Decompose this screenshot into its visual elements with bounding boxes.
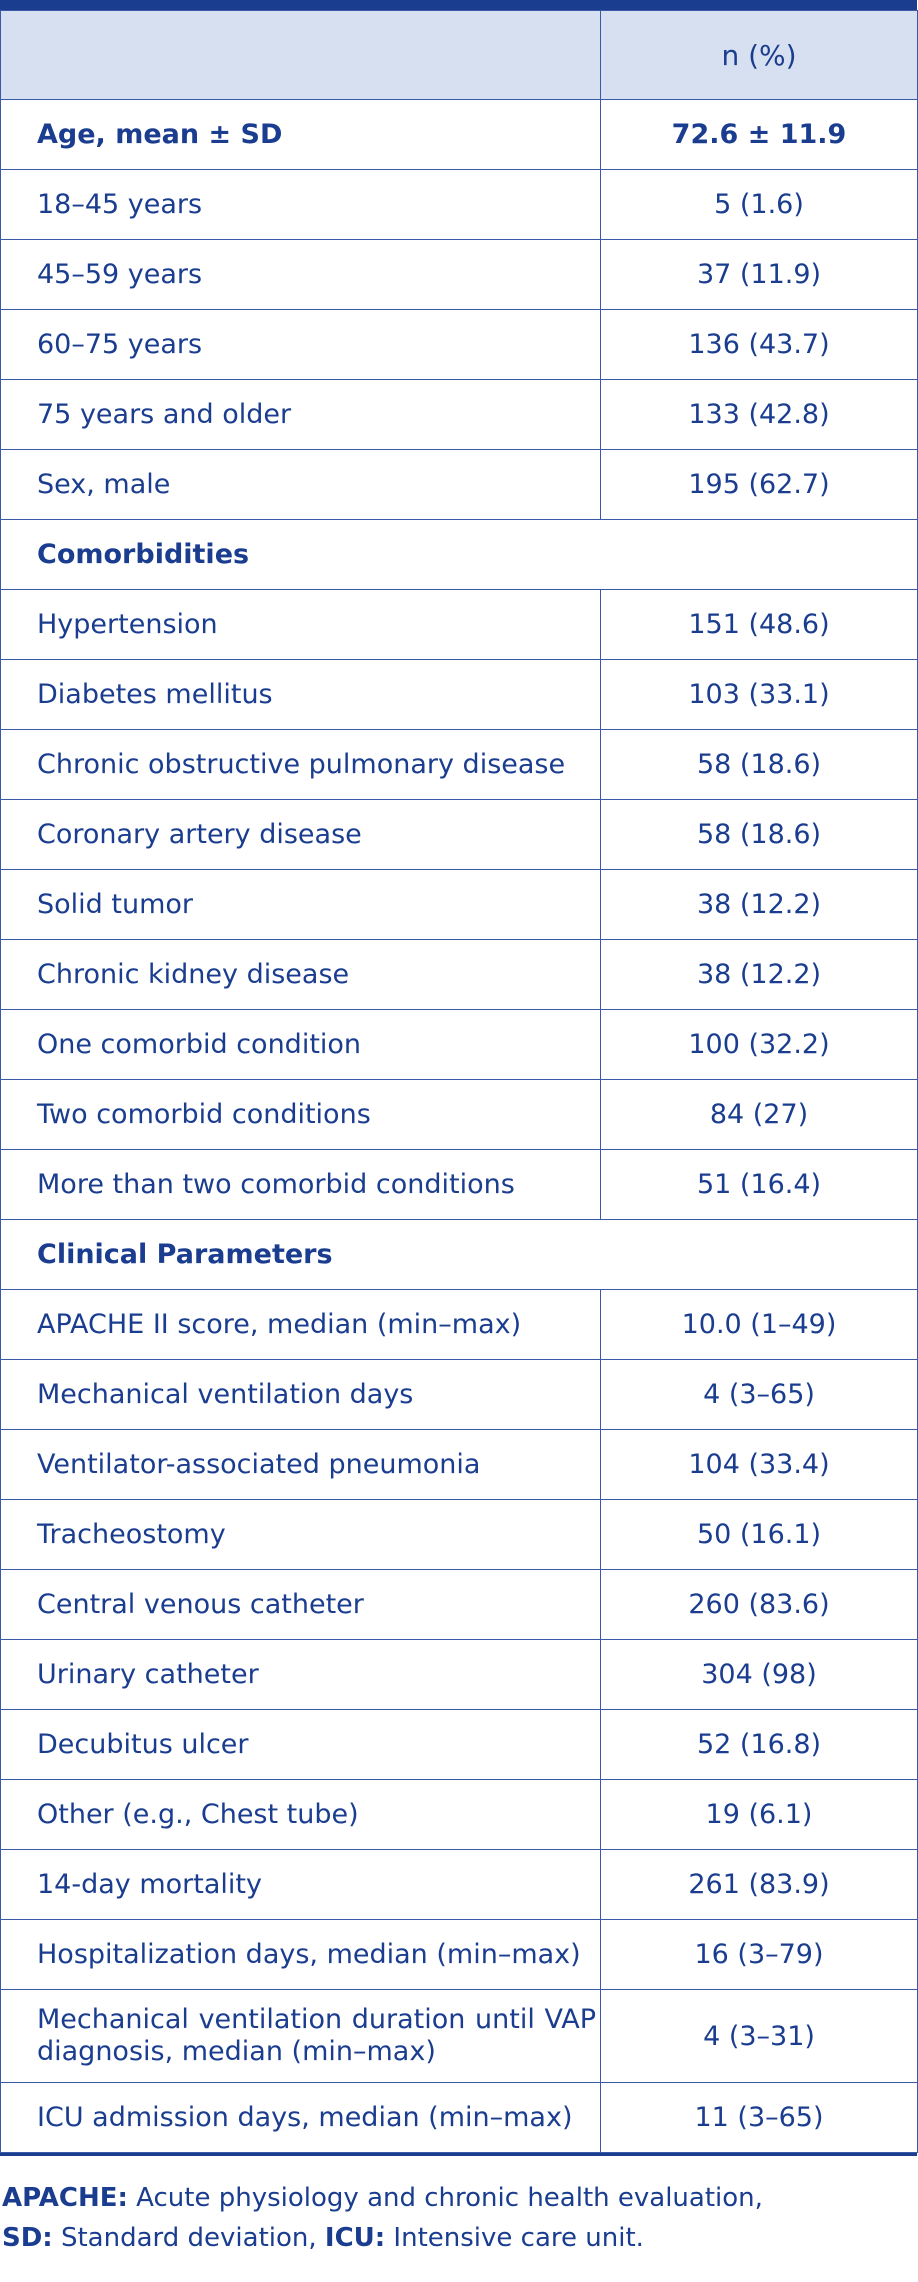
footnote-text: Intensive care unit. (385, 2223, 644, 2253)
row-label: 18–45 years (1, 170, 601, 240)
row-label: Chronic kidney disease (1, 940, 601, 1010)
table-row (1, 100, 918, 170)
table-row (1, 800, 918, 870)
table-row (1, 450, 918, 520)
row-value: 37 (11.9) (601, 240, 918, 310)
row-value: 58 (18.6) (601, 730, 918, 800)
footnote-text: Acute physiology and chronic health evaluation, (127, 2183, 763, 2213)
row-label: Sex, male (1, 450, 601, 520)
table-row (1, 1150, 918, 1220)
row-label: Tracheostomy (1, 1500, 601, 1570)
header-n-percent: n (%) (601, 11, 918, 100)
table-row (1, 1080, 918, 1150)
row-value: 38 (12.2) (601, 870, 918, 940)
table-row (1, 730, 918, 800)
row-label: Hypertension (1, 590, 601, 660)
table-row (1, 590, 918, 660)
table-row (1, 1500, 918, 1570)
footnote-abbr: ICU: (324, 2223, 386, 2253)
row-value: 136 (43.7) (601, 310, 918, 380)
row-label: Solid tumor (1, 870, 601, 940)
footnote-abbr: SD: (2, 2223, 53, 2253)
row-label: 60–75 years (1, 310, 601, 380)
row-label: Decubitus ulcer (1, 1710, 601, 1780)
row-label: Mechanical ventilation duration until VAP diagnosis, median (min–max) (1, 1990, 601, 2083)
table-row (1, 310, 918, 380)
table-row (1, 1710, 918, 1780)
table-row (1, 940, 918, 1010)
row-label: Urinary catheter (1, 1640, 601, 1710)
footnote-line-2 (2, 2218, 918, 2258)
row-label: Hospitalization days, median (min–max) (1, 1920, 601, 1990)
table-row (1, 1780, 918, 1850)
table-row (1, 1430, 918, 1500)
footnote-line-1 (2, 2178, 918, 2218)
table-row (1, 1850, 918, 1920)
row-value: 103 (33.1) (601, 660, 918, 730)
row-value: 38 (12.2) (601, 940, 918, 1010)
table-body (1, 100, 918, 2153)
row-value: 51 (16.4) (601, 1150, 918, 1220)
row-label: 45–59 years (1, 240, 601, 310)
row-value: 19 (6.1) (601, 1780, 918, 1850)
row-value: 52 (16.8) (601, 1710, 918, 1780)
section-header-row (1, 520, 918, 590)
header-label-cell (1, 11, 601, 100)
table-row (1, 240, 918, 310)
row-label: Age, mean ± SD (1, 100, 601, 170)
row-value: 84 (27) (601, 1080, 918, 1150)
row-value: 50 (16.1) (601, 1500, 918, 1570)
row-value: 304 (98) (601, 1640, 918, 1710)
table-row (1, 1990, 918, 2083)
row-value: 100 (32.2) (601, 1010, 918, 1080)
table-row (1, 870, 918, 940)
row-label: Mechanical ventilation days (1, 1360, 601, 1430)
row-value: 151 (48.6) (601, 590, 918, 660)
row-value: 260 (83.6) (601, 1570, 918, 1640)
row-label: More than two comorbid conditions (1, 1150, 601, 1220)
row-label: 75 years and older (1, 380, 601, 450)
row-label: Other (e.g., Chest tube) (1, 1780, 601, 1850)
table-row (1, 1570, 918, 1640)
row-label: Diabetes mellitus (1, 660, 601, 730)
row-label: APACHE II score, median (min–max) (1, 1290, 601, 1360)
row-value: 58 (18.6) (601, 800, 918, 870)
section-title: Comorbidities (1, 520, 918, 590)
table-header-row (1, 11, 918, 100)
data-table (0, 10, 918, 2153)
row-label: Ventilator-associated pneumonia (1, 1430, 601, 1500)
footnote-abbr: APACHE: (2, 2183, 128, 2213)
row-label: Two comorbid conditions (1, 1080, 601, 1150)
table-row (1, 1290, 918, 1360)
row-value: 16 (3–79) (601, 1920, 918, 1990)
row-label: Central venous catheter (1, 1570, 601, 1640)
footnote-text: Standard deviation, (52, 2223, 325, 2253)
row-label: 14-day mortality (1, 1850, 601, 1920)
row-value: 72.6 ± 11.9 (601, 100, 918, 170)
row-value: 11 (3–65) (601, 2083, 918, 2153)
table-row (1, 1920, 918, 1990)
row-value: 261 (83.9) (601, 1850, 918, 1920)
row-label: Coronary artery disease (1, 800, 601, 870)
table-row (1, 2083, 918, 2153)
row-label: One comorbid condition (1, 1010, 601, 1080)
table-row (1, 1010, 918, 1080)
row-value: 4 (3–65) (601, 1360, 918, 1430)
row-value: 133 (42.8) (601, 380, 918, 450)
row-label: ICU admission days, median (min–max) (1, 2083, 601, 2153)
footnote (2, 2178, 918, 2258)
row-value: 5 (1.6) (601, 170, 918, 240)
table-row (1, 380, 918, 450)
table-row (1, 1640, 918, 1710)
bottom-rule (0, 2153, 917, 2156)
row-value: 104 (33.4) (601, 1430, 918, 1500)
top-rule (0, 0, 917, 10)
row-label: Chronic obstructive pulmonary disease (1, 730, 601, 800)
table-row (1, 170, 918, 240)
section-header-row (1, 1220, 918, 1290)
section-title: Clinical Parameters (1, 1220, 918, 1290)
row-value: 195 (62.7) (601, 450, 918, 520)
row-value: 10.0 (1–49) (601, 1290, 918, 1360)
row-value: 4 (3–31) (601, 1990, 918, 2083)
table-row (1, 660, 918, 730)
table-row (1, 1360, 918, 1430)
